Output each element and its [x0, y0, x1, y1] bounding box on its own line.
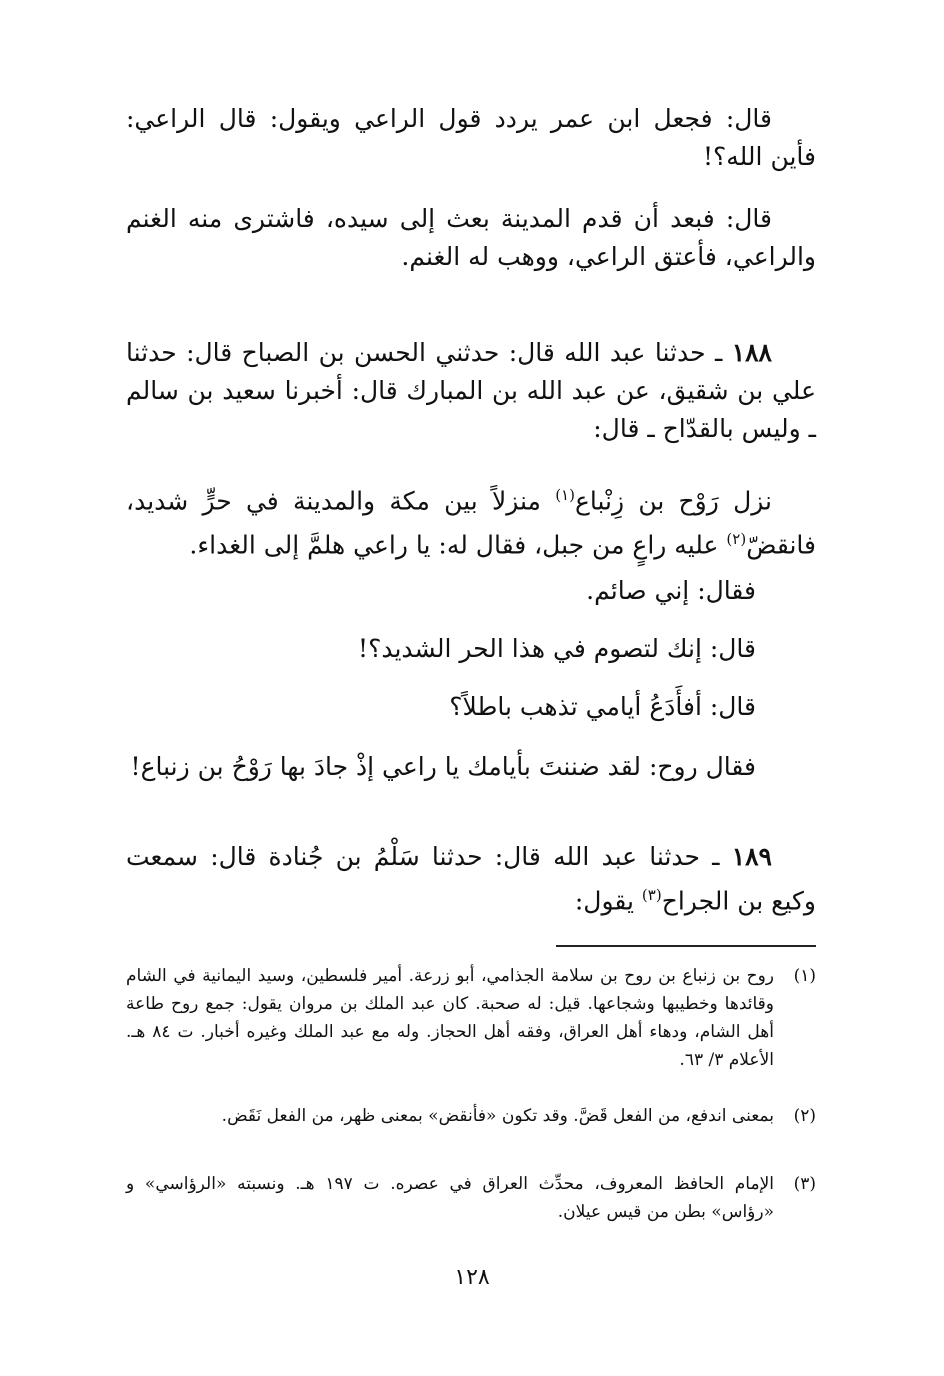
- hadith-189: [126, 838, 816, 920]
- footnote-text: الإمام الحافظ المعروف، محدِّث العراق في عصره. ت ١٩٧ هـ. ونسبته «الرؤاسي» و «رؤاس» بطن من قيس عيلان.: [126, 1174, 774, 1222]
- dialogue-line-1: فقال: إني صائم.: [586, 576, 756, 605]
- footnote-ref-3: (٣): [641, 886, 662, 904]
- paragraph-3: [126, 476, 816, 565]
- hadith-text: ـ حدثنا عبد الله قال: حدثنا سَلْمُ بن جُنادة قال: سمعت وكيع بن الجراح: [126, 842, 816, 916]
- footnote-mark: (٣): [793, 1174, 816, 1194]
- paragraph-2: [126, 200, 816, 276]
- page-number: ١٢٨: [454, 1265, 490, 1290]
- hadith-number: ١٨٩: [731, 842, 772, 871]
- footnote-mark: (٢): [793, 1106, 816, 1126]
- dialogue-line-2: قال: إنك لتصوم في هذا الحر الشديد؟!: [358, 634, 756, 663]
- hadith-text: يقول:: [574, 886, 634, 916]
- footnote-1: [126, 962, 816, 1074]
- paragraph-text: قال: فبعد أن قدم المدينة بعث إلى سيده، فاشترى منه الغنم والراعي، فأعتق الراعي، ووهب له الغنم.: [126, 204, 816, 271]
- paragraph-text: عليه راعٍ من جبل، فقال له: يا راعي هلمَّ إلى الغداء.: [189, 530, 719, 560]
- dialogue-line-3: قال: أفأَدَعُ أيامي تذهب باطلاً؟: [449, 692, 756, 721]
- paragraph-text: منزلاً بين مكة والمدينة في حرٍّ شديد، فانقضّ: [126, 486, 816, 560]
- footnote-2: [126, 1102, 816, 1130]
- footnote-text: روح بن زنباع بن روح بن سلامة الجذامي، أبو زرعة. أمير فلسطين، وسيد اليمانية في الشام وقائدها وخطيبها وشجاعها. قيل: له صحبة. كان عبد الملك بن مروان يقول: جمع روح طاعة أهل الشام، ودهاء أهل العراق، وفقه أهل الحجاز. وله مع عبد الملك وغيره أخبار. ت ٨٤ هـ. الأعلام ٣/ ٦٣.: [126, 966, 774, 1070]
- footnote-ref-2: (٢): [726, 530, 747, 549]
- footnote-ref-1: (١): [555, 486, 575, 504]
- paragraph-text: نزل رَوْح بن زِنْباع: [574, 486, 772, 516]
- paragraph-text: قال: فجعل ابن عمر يردد قول الراعي ويقول: قال الراعي: فأين الله؟!: [126, 104, 816, 171]
- footnote-mark: (١): [793, 966, 816, 986]
- dialogue-line-4: فقال روح: لقد ضننتَ بأيامك يا راعي إذْ جادَ بها رَوْحُ بن زنباع!: [130, 752, 756, 781]
- hadith-188: [126, 334, 816, 448]
- hadith-text: ـ حدثنا عبد الله قال: حدثني الحسن بن الصباح قال: حدثنا علي بن شقيق، عن عبد الله بن المبارك قال: أخبرنا سعيد بن سالم ـ وليس بالقدّاح ـ قال:: [126, 338, 816, 443]
- footnote-3: [126, 1170, 816, 1226]
- hadith-number: ١٨٨: [731, 338, 772, 367]
- paragraph-1: [126, 100, 816, 176]
- footnote-separator: [556, 945, 816, 947]
- footnote-text: بمعنى اندفع، من الفعل قَضَّ. وقد تكون «فأنقض» بمعنى ظهر، من الفعل نَقَض.: [221, 1106, 774, 1126]
